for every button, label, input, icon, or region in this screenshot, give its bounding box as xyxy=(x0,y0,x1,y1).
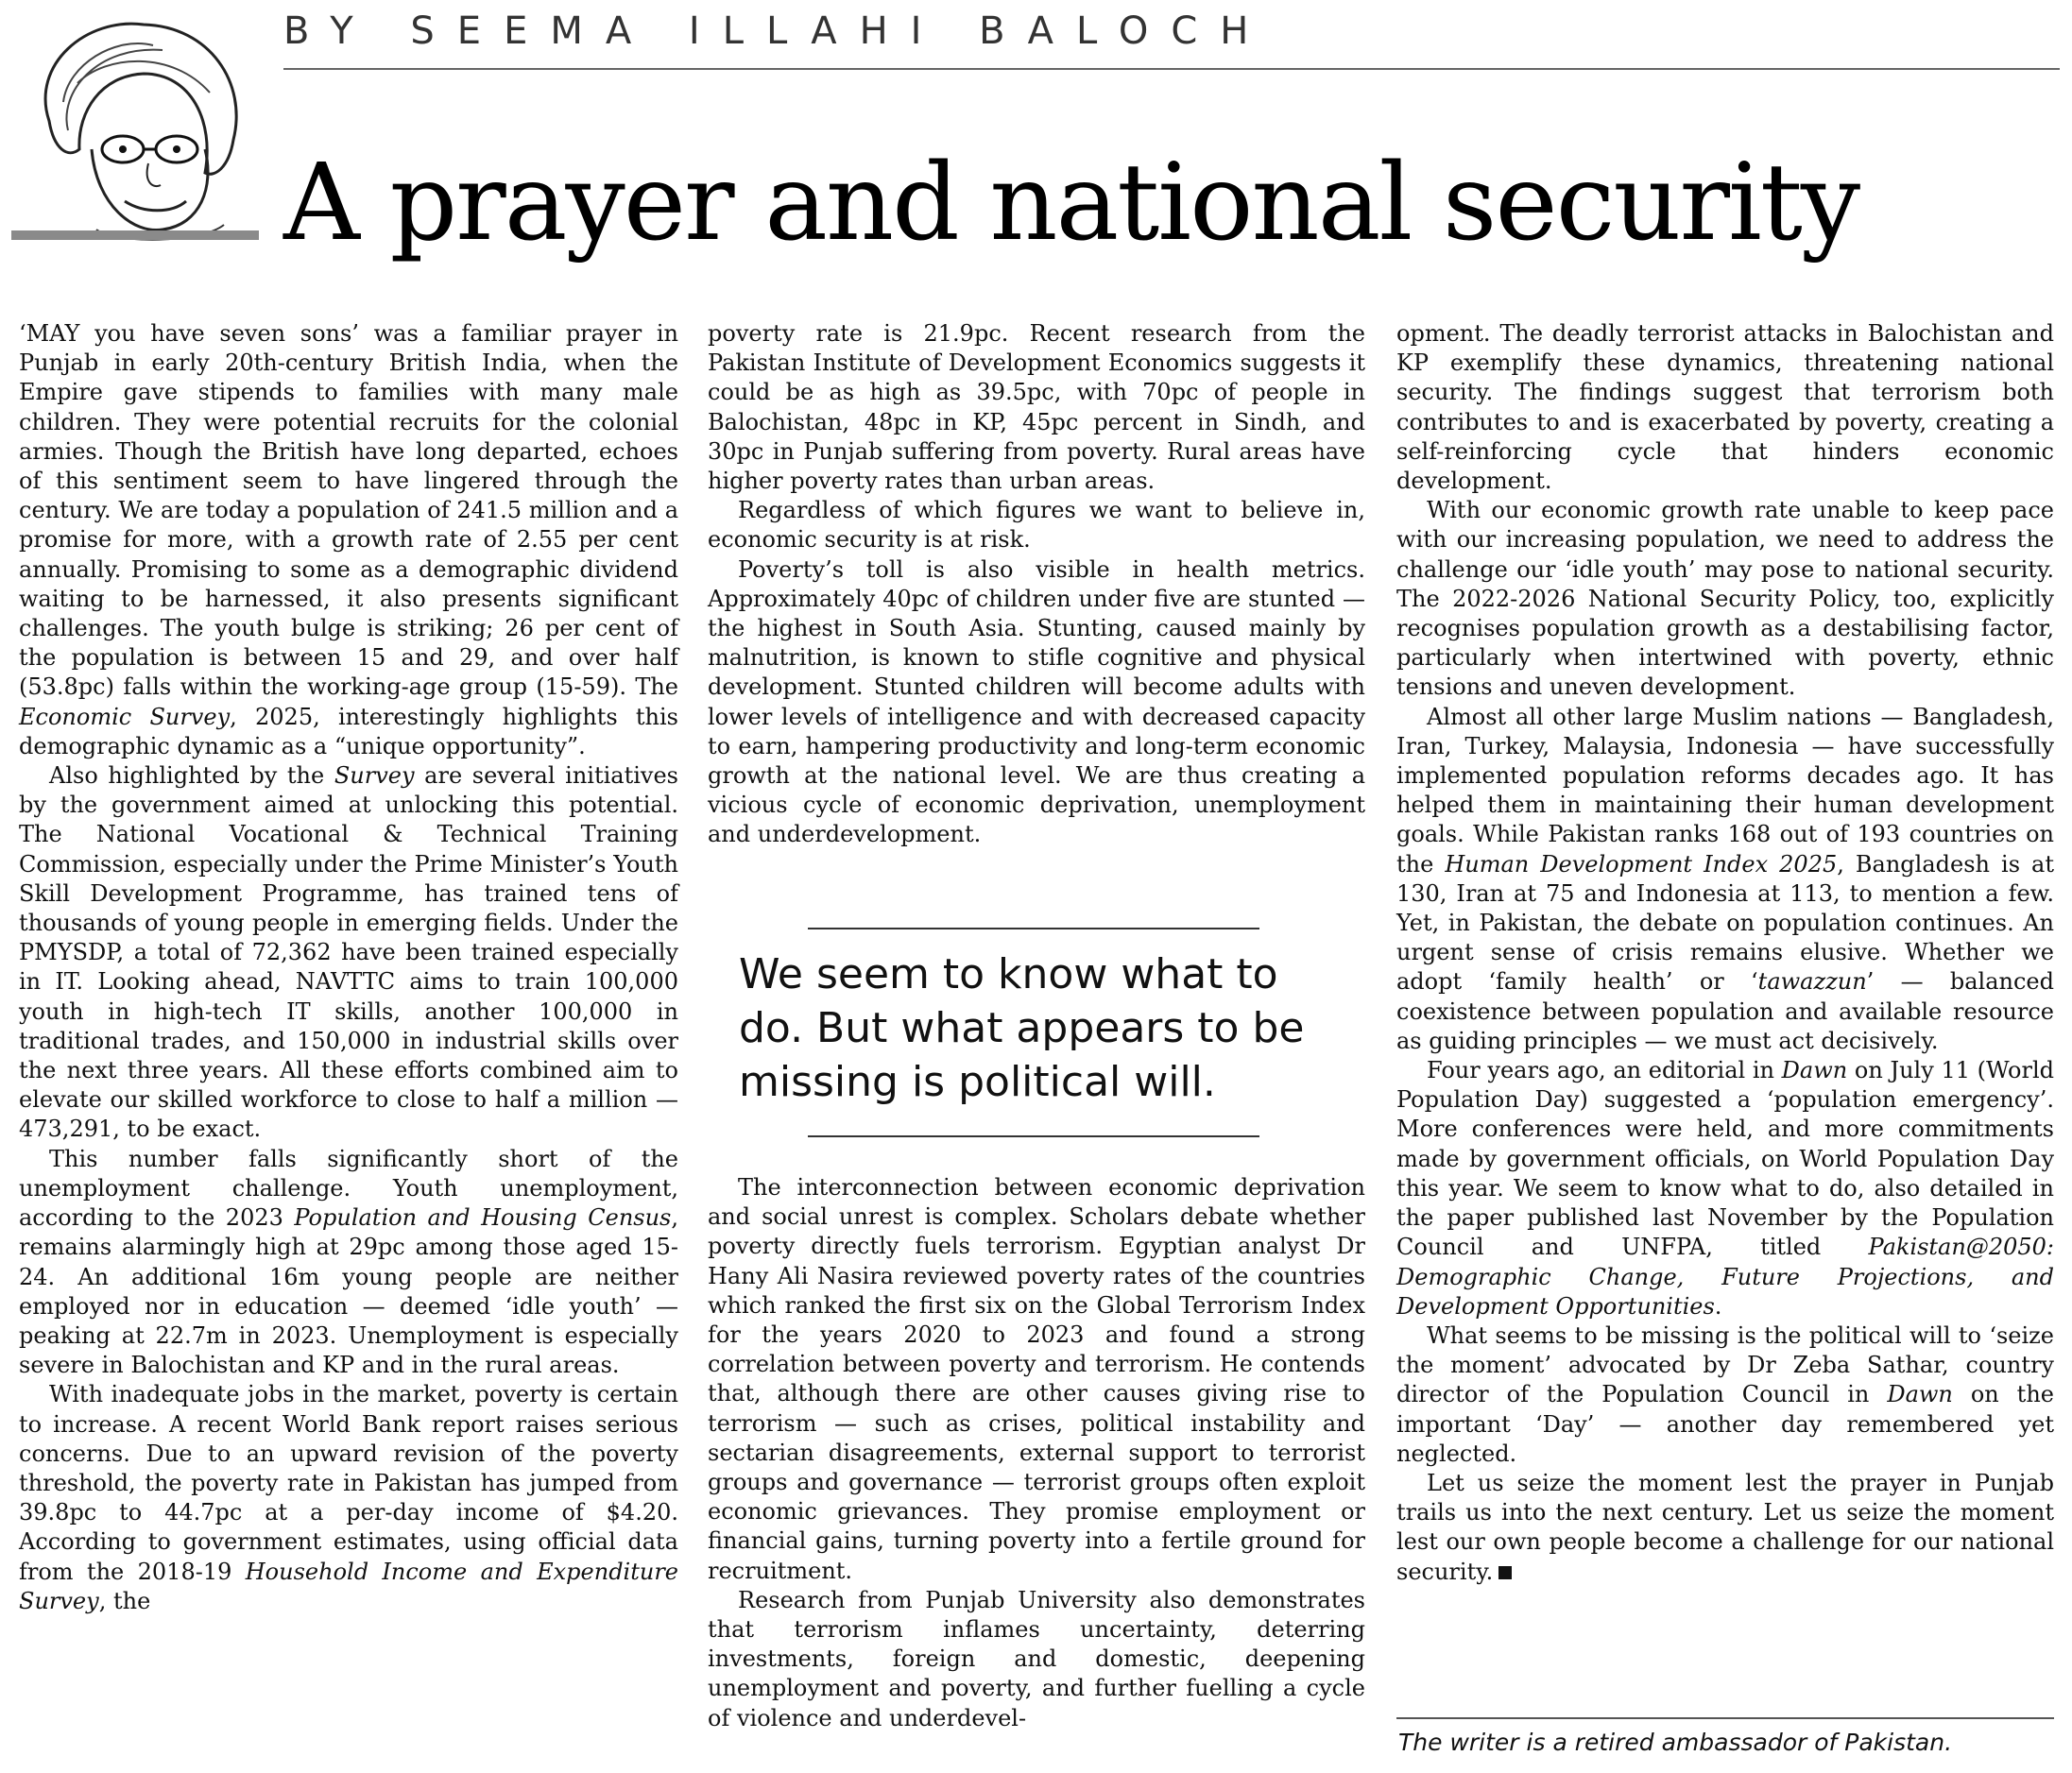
paragraph: With inadequate jobs in the market, poverty is certain to increase. A recent World Bank report raises serious concerns. Due to an upward revision of the poverty threshold, the poverty rate in Pakistan has jumped from 39.8pc to 44.7pc at a per-day income of $4.20. According to government estimates, using official data from the 2018-19 Household Income and Expenditure Survey, the xyxy=(19,1381,679,1614)
pull-quote-rule-bottom xyxy=(808,1135,1259,1137)
paragraph: Four years ago, an editorial in Dawn on July 11 (World Population Day) suggested a ‘population emergency’. More conferences were held, and more commitments made by government officials, on World Population Day this year. We seem to know what to do, also detailed in the paper published last November by the Population Council and UNFPA, titled Pakistan@2050: Demographic Change, Future Projections, and Development Opportunities. xyxy=(1396,1057,2055,1320)
article-column-2-continued xyxy=(708,1173,1365,1733)
headline: A prayer and national security xyxy=(283,142,1859,264)
paragraph: This number falls significantly short of the unemployment challenge. Youth unemployment, according to the 2023 Population and Housing Census, remains alarmingly high at 29pc among those aged 15-24. An additional 16m young people are neither employed nor in education — deemed ‘idle youth’ — peaking at 22.7m in 2023. Unemployment is especially severe in Balochistan and KP and in the rural areas. xyxy=(19,1145,679,1379)
paragraph: poverty rate is 21.9pc. Recent research from the Pakistan Institute of Development Economics suggests it could be as high as 39.5pc, with 70pc of people in Balochistan, 48pc in KP, 45pc percent in Sindh, and 30pc in Punjab suffering from poverty. Rural areas have higher poverty rates than urban areas. xyxy=(708,320,1365,495)
paragraph: Regardless of which figures we want to believe in, economic security is at risk. xyxy=(708,497,1365,554)
paragraph: Let us seize the moment lest the prayer in Punjab trails us into the next century. Let us seize the moment lest our own people become a challenge for our national security. xyxy=(1396,1469,2054,1585)
article-column-1 xyxy=(19,319,678,1616)
end-of-article-mark xyxy=(1498,1566,1512,1579)
author-sketch-image xyxy=(11,8,259,255)
tagline-rule xyxy=(1396,1717,2054,1719)
paragraph: The interconnection between economic deprivation and social unrest is complex. Scholars debate whether poverty directly fuels terrorism. Egyptian analyst Dr Hany Ali Nasira reviewed poverty rates of the countries which ranked the first six on the Global Terrorism Index for the years 2020 to 2023 and found a strong correlation between poverty and terrorism. He contends that, although there are other causes giving rise to terrorism — such as crises, political instability and sectarian disagreements, external support to terrorist groups and governance — terrorist groups often exploit economic grievances. They promise employment or financial gains, turning poverty into a fertile ground for recruitment. xyxy=(708,1174,1365,1584)
header-rule xyxy=(283,68,2060,70)
pull-quote: We seem to know what to do. But what appears to be missing is political will. xyxy=(739,950,1305,1106)
author-tagline: The writer is a retired ambassador of Pakistan. xyxy=(1398,1729,1953,1756)
pull-quote-rule-top xyxy=(808,928,1259,929)
article-column-3 xyxy=(1396,319,2054,1587)
paragraph: opment. The deadly terrorist attacks in Balochistan and KP exemplify these dynamics, threatening national security. The findings suggest that terrorism both contributes to and is exacerbated by poverty, creating a self-reinforcing cycle that hinders economic development. xyxy=(1396,320,2054,495)
byline: BY SEEMA ILLAHI BALOCH xyxy=(283,9,1272,53)
paragraph: What seems to be missing is the political will to ‘seize the moment’ advocated by Dr Zeba Sathar, country director of the Population Council in Dawn on the important ‘Day’ — another day remembered yet neglected. xyxy=(1396,1321,2054,1467)
paragraph: Almost all other large Muslim nations — Bangladesh, Iran, Turkey, Malaysia, Indonesia — have successfully implemented population reforms decades ago. It has helped them in maintaining their human development goals. While Pakistan ranks 168 out of 193 countries on the Human Development Index 2025, Bangladesh is at 130, Iran at 75 and Indonesia at 113, to mention a few. Yet, in Pakistan, the debate on population continues. An urgent sense of crisis remains elusive. Whether we adopt ‘family health’ or ‘tawazzun’ — balanced coexistence between population and available resource as guiding principles — we must act decisively. xyxy=(1396,703,2054,1054)
portrait-underline-bar xyxy=(11,230,259,240)
paragraph: Research from Punjab University also demonstrates that terrorism inflames uncertainty, deterring investments, foreign and domestic, deepening unemployment and poverty, and further fuelling a cycle of violence and underdevel- xyxy=(708,1586,1365,1731)
paragraph: ‘MAY you have seven sons’ was a familiar prayer in Punjab in early 20th-century British India, when the Empire gave stipends to families with many male children. They were potential recruits for the colonial armies. Though the British have long departed, echoes of this sentiment seem to have lingered through the century. We are today a population of 241.5 million and a promise for more, with a growth rate of 2.55 per cent annually. Promising to some as a demographic dividend waiting to be harnessed, it also presents significant challenges. The youth bulge is striking; 26 per cent of the population is between 15 and 29, and over half (53.8pc) falls within the working-age group (15-59). The Economic Survey, 2025, interestingly highlights this demographic dynamic as a “unique opportunity”. xyxy=(19,320,678,759)
paragraph: With our economic growth rate unable to keep pace with our increasing population, we need to address the challenge our ‘idle youth’ may pose to national security. The 2022-2026 National Security Policy, too, explicitly recognises population growth as a destabilising factor, particularly when intertwined with poverty, ethnic tensions and uneven development. xyxy=(1396,497,2054,701)
author-portrait xyxy=(11,8,259,255)
paragraph: Poverty’s toll is also visible in health metrics. Approximately 40pc of children under five are stunted — the highest in South Asia. Stunting, caused mainly by malnutrition, is known to stifle cognitive and physical development. Stunted children will become adults with lower levels of intelligence and with decreased capacity to earn, hampering productivity and long-term economic growth at the national level. We are thus creating a vicious cycle of economic deprivation, unemployment and underdevelopment. xyxy=(708,555,1365,848)
article-column-2 xyxy=(708,319,1365,850)
paragraph: Also highlighted by the Survey are several initiatives by the government aimed at unlocking this potential. The National Vocational & Technical Training Commission, especially under the Prime Minister’s Youth Skill Development Programme, has trained tens of thousands of young people in emerging fields. Under the PMYSDP, a total of 72,362 have been trained especially in IT. Looking ahead, NAVTTC aims to train 100,000 youth in high-tech IT skills, another 100,000 in traditional trades, and 150,000 in industrial skills over the next three years. All these efforts combined aim to elevate our skilled workforce to close to half a million — 473,291, to be exact. xyxy=(19,762,678,1143)
